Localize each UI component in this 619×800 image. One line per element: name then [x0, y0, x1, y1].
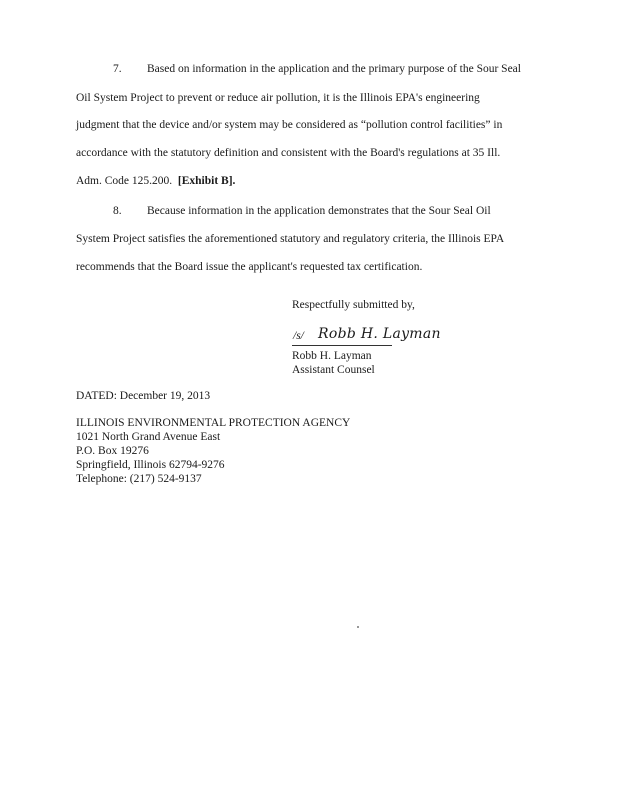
paragraph-8-line-2: System Project satisfies the aforementioned statutory and regulatory criteria, the Illinois EPA	[76, 233, 505, 245]
paragraph-8-line-3: recommends that the Board issue the applicant's requested tax certification.	[76, 261, 423, 273]
paragraph-8-line-1: Because information in the application demonstrates that the Sour Seal Oil	[147, 205, 491, 217]
agency-address-line-1: 1021 North Grand Avenue East	[76, 431, 221, 443]
signature-line	[292, 345, 392, 346]
paragraph-7-line-1: Based on information in the application and the primary purpose of the Sour Seal	[147, 63, 521, 75]
dated-line: DATED: December 19, 2013	[76, 390, 211, 402]
signer-title: Assistant Counsel	[292, 364, 375, 376]
scan-speck	[357, 626, 359, 628]
agency-telephone: Telephone: (217) 524-9137	[76, 473, 202, 485]
paragraph-7-line-2: Oil System Project to prevent or reduce air pollution, it is the Illinois EPA's engineering	[76, 92, 480, 104]
paragraph-8-number: 8.	[113, 205, 122, 217]
signature-script: Robb H. Layman	[318, 326, 441, 342]
agency-address-line-2: P.O. Box 19276	[76, 445, 149, 457]
signature-prefix: /s/	[293, 330, 304, 342]
paragraph-7-line-3: judgment that the device and/or system may be considered as “pollution control facilities” in	[76, 119, 503, 131]
agency-address-line-3: Springfield, Illinois 62794-9276	[76, 459, 225, 471]
agency-name: ILLINOIS ENVIRONMENTAL PROTECTION AGENCY	[76, 417, 351, 429]
signer-name: Robb H. Layman	[292, 350, 372, 362]
paragraph-7-number: 7.	[113, 63, 122, 75]
paragraph-7-line-4: accordance with the statutory definition and consistent with the Board's regulations at 35 Ill.	[76, 147, 501, 159]
paragraph-7-citation: Adm. Code 125.200.	[76, 175, 173, 187]
exhibit-b-reference: [Exhibit B].	[177, 175, 236, 187]
paragraph-7-line-5	[76, 174, 235, 188]
closing-text: Respectfully submitted by,	[292, 299, 415, 311]
